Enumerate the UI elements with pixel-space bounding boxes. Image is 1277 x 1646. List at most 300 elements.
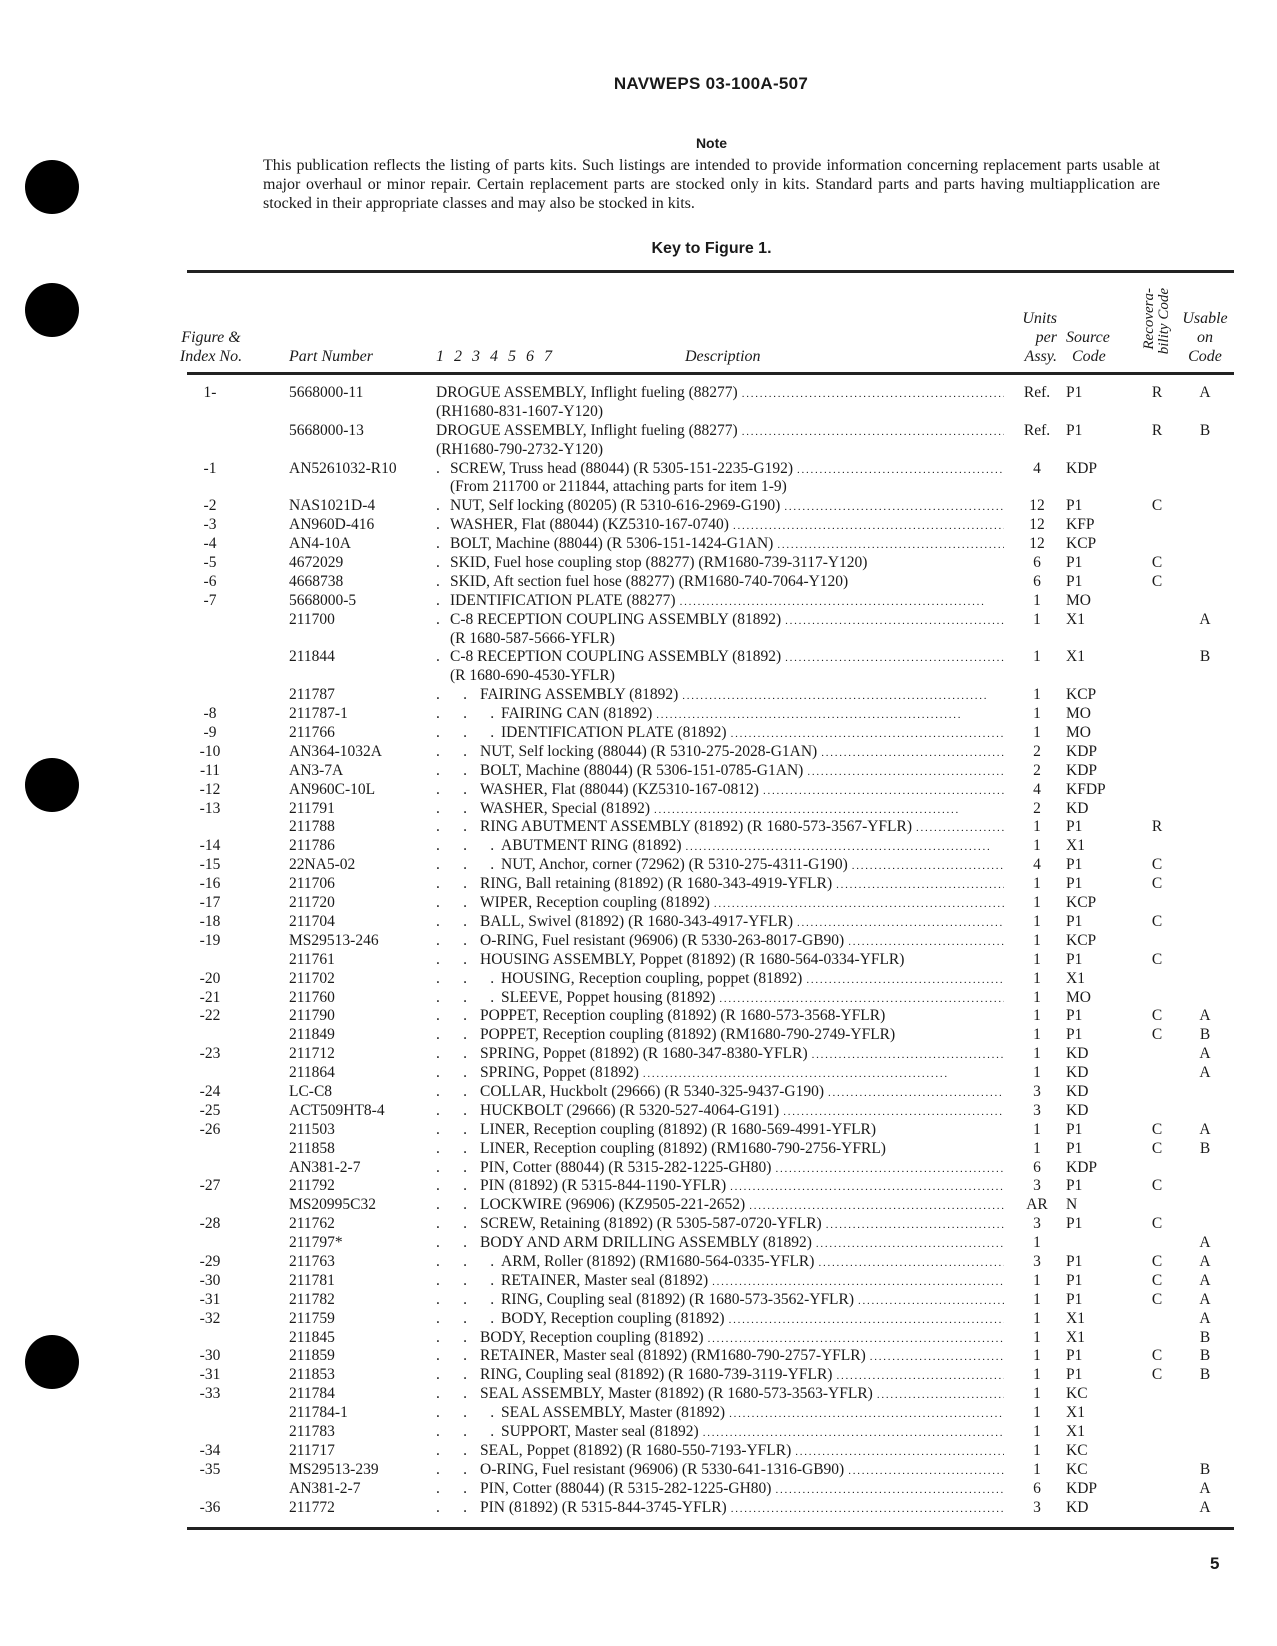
- dot-leader: [686, 837, 1004, 857]
- recoverability-code: C: [1151, 1120, 1163, 1138]
- description: HUCKBOLT (29666) (R 5320-527-4064-G191): [480, 1101, 780, 1119]
- part-number: MS20995C32: [289, 1196, 376, 1214]
- part-number: 211762: [289, 1215, 335, 1233]
- dot-leader: [858, 1291, 1004, 1311]
- recoverability-code: C: [1151, 950, 1163, 968]
- usable-on-code: B: [1199, 1139, 1211, 1157]
- description: PIN, Cotter (88044) (R 5315-282-1225-GH80): [480, 1479, 772, 1497]
- usable-on-code: A: [1199, 384, 1211, 401]
- source-code: P1: [1066, 421, 1083, 439]
- figure-index: -2: [203, 497, 217, 515]
- description-cell: [436, 951, 1008, 970]
- dot-leader: [870, 1347, 1004, 1367]
- source-code: X1: [1066, 969, 1085, 987]
- indent-dots: . .: [436, 1215, 467, 1233]
- table-row: [0, 648, 1277, 667]
- description-cell: [436, 781, 1008, 801]
- units-per-assembly: 1: [1033, 969, 1041, 987]
- source-code: KDP: [1066, 761, 1098, 779]
- figure-index: -15: [199, 856, 221, 874]
- description-cell: [436, 497, 1008, 517]
- description-cell: [436, 592, 1008, 612]
- description: DROGUE ASSEMBLY, Inflight fueling (88277): [436, 384, 738, 401]
- source-code: KCP: [1066, 894, 1097, 912]
- usable-on-code: A: [1199, 1064, 1211, 1082]
- figure-index: -12: [199, 780, 221, 798]
- dot-leader: [775, 1480, 1004, 1500]
- table-row-continuation: [0, 630, 1277, 649]
- part-number: 211766: [289, 724, 335, 742]
- col-description: Description: [685, 348, 761, 365]
- dot-leader: [783, 1102, 1004, 1122]
- source-code: KDP: [1066, 1158, 1098, 1176]
- recoverability-code: C: [1151, 1177, 1163, 1195]
- description: PIN, Cotter (88044) (R 5315-282-1225-GH80): [480, 1158, 772, 1176]
- indent-dots: . .: [436, 1120, 467, 1138]
- description: WASHER, Flat (88044) (KZ5310-167-0740): [450, 516, 729, 534]
- source-code: P1: [1066, 1347, 1083, 1365]
- table-row: [0, 781, 1277, 800]
- recoverability-code: C: [1151, 1026, 1163, 1044]
- units-per-assembly: 1: [1033, 724, 1041, 742]
- description: PIN (81892) (R 5315-844-3745-YFLR): [480, 1498, 727, 1516]
- table-row: [0, 1366, 1277, 1385]
- part-number: NAS1021D-4: [289, 497, 376, 515]
- description-cell: [436, 1461, 1008, 1481]
- description-cell: [436, 422, 1008, 442]
- source-code: KC: [1066, 1460, 1088, 1478]
- description-cell: [436, 856, 1008, 876]
- description-cell: [436, 1310, 1008, 1330]
- units-per-assembly: 2: [1033, 761, 1041, 779]
- recoverability-code: R: [1151, 384, 1163, 401]
- figure-index: -32: [199, 1309, 221, 1327]
- part-number: AN381-2-7: [289, 1479, 361, 1497]
- dot-leader: [742, 384, 1004, 404]
- units-per-assembly: Ref.: [1023, 384, 1051, 401]
- part-number: 211864: [289, 1064, 335, 1082]
- part-number: 211849: [289, 1026, 335, 1044]
- recoverability-code: C: [1151, 912, 1163, 930]
- source-code: P1: [1066, 875, 1083, 893]
- binder-hole: [25, 283, 79, 337]
- indent-dots: . .: [436, 1158, 467, 1176]
- description: IDENTIFICATION PLATE (88277): [450, 591, 676, 609]
- units-per-assembly: 1: [1033, 1422, 1041, 1440]
- dot-leader: [703, 1423, 1004, 1443]
- description: RING ABUTMENT ASSEMBLY (81892) (R 1680-573-3567-YFLR): [480, 818, 913, 836]
- part-number: 211784-1: [289, 1404, 348, 1422]
- usable-on-code: A: [1199, 1479, 1211, 1497]
- table-row-continuation: [0, 441, 1277, 460]
- description-cell: [436, 1121, 1008, 1140]
- indent-dots: . . .: [436, 1271, 495, 1289]
- dot-leader: [821, 743, 1004, 763]
- source-code: KD: [1066, 1045, 1089, 1063]
- units-per-assembly: 4: [1033, 459, 1041, 477]
- dot-leader: [916, 818, 1004, 838]
- part-number: 211786: [289, 837, 335, 855]
- source-code: KC: [1066, 1385, 1088, 1403]
- description-cell: [436, 1064, 1008, 1084]
- dot-leader: [777, 535, 1004, 555]
- source-code: P1: [1066, 497, 1083, 515]
- description-cell: [436, 762, 1008, 782]
- col-units-1: Units: [1022, 310, 1057, 327]
- indent-dots: . .: [436, 1007, 467, 1025]
- description: RING, Coupling seal (81892) (R 1680-573-3562-YFLR): [501, 1290, 855, 1308]
- units-per-assembly: 1: [1033, 1007, 1041, 1025]
- description-cell: [436, 573, 1008, 592]
- table-row: [0, 573, 1277, 592]
- figure-index: 1-: [203, 384, 217, 401]
- source-code: KDP: [1066, 742, 1098, 760]
- figure-index: -23: [199, 1045, 221, 1063]
- table-row: [0, 1291, 1277, 1310]
- source-code: P1: [1066, 572, 1083, 590]
- description: RING, Ball retaining (81892) (R 1680-343-4919-YFLR): [480, 875, 833, 893]
- recoverability-code: C: [1151, 1139, 1163, 1157]
- units-per-assembly: 2: [1033, 799, 1041, 817]
- recoverability-code: C: [1151, 1347, 1163, 1365]
- source-code: KD: [1066, 1082, 1089, 1100]
- source-code: MO: [1066, 988, 1091, 1006]
- recoverability-code: C: [1151, 554, 1163, 572]
- description-cell: [436, 611, 1008, 631]
- figure-index: -26: [199, 1120, 221, 1138]
- description: RETAINER, Master seal (81892): [501, 1271, 709, 1289]
- indent-dots: . . .: [436, 988, 495, 1006]
- indent-dots: . . .: [436, 1252, 495, 1270]
- description-cell: [436, 932, 1008, 952]
- table-row: [0, 762, 1277, 781]
- indent-dots: . . .: [436, 1404, 495, 1422]
- indent-dots: . . .: [436, 969, 495, 987]
- source-code: P1: [1066, 1139, 1083, 1157]
- indent-dots: .: [436, 459, 440, 477]
- units-per-assembly: 1: [1033, 931, 1041, 949]
- table-row: [0, 1480, 1277, 1499]
- description-cell: [436, 1234, 1008, 1254]
- description-cell: [436, 1215, 1008, 1235]
- description: SPRING, Poppet (81892): [480, 1064, 639, 1082]
- units-per-assembly: 1: [1033, 1271, 1041, 1289]
- recoverability-code: C: [1151, 1366, 1163, 1384]
- table-row: [0, 1385, 1277, 1404]
- dot-leader: [852, 856, 1004, 876]
- figure-index: -30: [199, 1347, 221, 1365]
- description-continuation: (R 1680-690-4530-YFLR): [450, 667, 615, 685]
- part-number: AN960C-10L: [289, 780, 376, 798]
- units-per-assembly: 1: [1033, 1290, 1041, 1308]
- units-per-assembly: 1: [1033, 950, 1041, 968]
- part-number: MS29513-239: [289, 1460, 379, 1478]
- indent-dots: . .: [436, 1139, 467, 1157]
- recoverability-code: C: [1151, 1290, 1163, 1308]
- part-number: MS29513-246: [289, 931, 379, 949]
- table-row: [0, 1026, 1277, 1045]
- part-number: 211760: [289, 988, 335, 1006]
- dot-leader: [763, 781, 1004, 801]
- description: SCREW, Retaining (81892) (R 5305-587-0720-YFLR): [480, 1215, 822, 1233]
- description: NUT, Self locking (80205) (R 5310-616-2969-G190): [450, 497, 781, 515]
- description-cell: [436, 875, 1008, 895]
- dot-leader: [708, 1329, 1004, 1349]
- description-cell: [436, 1442, 1008, 1462]
- col-source-2: Code: [1072, 348, 1106, 365]
- part-number: 211787-1: [289, 705, 348, 723]
- part-number: 4668738: [289, 572, 344, 590]
- part-number: 211503: [289, 1120, 335, 1138]
- page-number: 5: [1210, 1554, 1220, 1573]
- usable-on-code: B: [1199, 648, 1211, 666]
- description-cell: [436, 743, 1008, 763]
- usable-on-code: A: [1199, 1309, 1211, 1327]
- units-per-assembly: AR: [1026, 1196, 1048, 1214]
- description: SUPPORT, Master seal (81892): [501, 1422, 699, 1440]
- units-per-assembly: 1: [1033, 610, 1041, 628]
- table-title: Key to Figure 1.: [651, 240, 772, 257]
- description-cell: [436, 1404, 1008, 1424]
- description: SPRING, Poppet (81892) (R 1680-347-8380-YFLR): [480, 1045, 808, 1063]
- description-cell: [436, 1196, 1008, 1216]
- part-number: 211706: [289, 875, 335, 893]
- figure-index: -35: [199, 1460, 221, 1478]
- description: NUT, Self locking (88044) (R 5310-275-2028-G1AN): [480, 742, 818, 760]
- dot-leader: [795, 1442, 1004, 1462]
- units-per-assembly: 1: [1033, 1441, 1041, 1459]
- dot-leader: [812, 1045, 1004, 1065]
- dot-leader: [733, 516, 1004, 536]
- units-per-assembly: 3: [1033, 1101, 1041, 1119]
- figure-index: -8: [203, 705, 217, 723]
- units-per-assembly: 1: [1033, 1120, 1041, 1138]
- units-per-assembly: 2: [1033, 742, 1041, 760]
- description-cell: [436, 516, 1008, 536]
- source-code: P1: [1066, 912, 1083, 930]
- description: FAIRING CAN (81892): [501, 705, 653, 723]
- source-code: KC: [1066, 1441, 1088, 1459]
- figure-index: -5: [203, 554, 217, 572]
- description: LINER, Reception coupling (81892) (R 1680-569-4991-YFLR): [480, 1120, 877, 1138]
- figure-index: -6: [203, 572, 217, 590]
- source-code: KD: [1066, 799, 1089, 817]
- description: SLEEVE, Poppet housing (81892): [501, 988, 716, 1006]
- source-code: MO: [1066, 705, 1091, 723]
- dot-leader: [826, 1215, 1004, 1235]
- description-cell: [436, 1480, 1008, 1500]
- description-continuation: (R 1680-587-5666-YFLR): [450, 629, 615, 647]
- table-row: [0, 1007, 1277, 1026]
- units-per-assembly: 1: [1033, 705, 1041, 723]
- note-title: Note: [695, 135, 728, 151]
- usable-on-code: B: [1199, 1366, 1211, 1384]
- dot-leader: [806, 970, 1004, 990]
- indent-dots: . . .: [436, 724, 495, 742]
- units-per-assembly: 6: [1033, 1158, 1041, 1176]
- dot-leader: [828, 1083, 1004, 1103]
- table-row: [0, 913, 1277, 932]
- units-per-assembly: 12: [1029, 535, 1045, 553]
- dot-leader: [680, 592, 1004, 612]
- figure-index: -21: [199, 988, 221, 1006]
- table-row: [0, 800, 1277, 819]
- dot-leader: [848, 1461, 1004, 1481]
- table-row: [0, 951, 1277, 970]
- dot-leader: [730, 1177, 1004, 1197]
- source-code: P1: [1066, 856, 1083, 874]
- table-row: [0, 1347, 1277, 1366]
- units-per-assembly: 1: [1033, 988, 1041, 1006]
- units-per-assembly: 1: [1033, 894, 1041, 912]
- dot-leader: [729, 1310, 1004, 1330]
- description-cell: [436, 1007, 1008, 1026]
- dot-leader: [784, 497, 1004, 517]
- units-per-assembly: 3: [1033, 1252, 1041, 1270]
- description: WASHER, Flat (88044) (KZ5310-167-0812): [480, 780, 759, 798]
- description-cell: [436, 686, 1008, 706]
- description: BODY, Reception coupling (81892): [501, 1309, 725, 1327]
- units-per-assembly: 1: [1033, 591, 1041, 609]
- dot-leader: [742, 422, 1004, 442]
- source-code: X1: [1066, 1422, 1085, 1440]
- description: O-RING, Fuel resistant (96906) (R 5330-641-1316-GB90): [480, 1460, 845, 1478]
- recoverability-code: C: [1151, 1271, 1163, 1289]
- indent-dots: . .: [436, 1196, 467, 1214]
- figure-index: -20: [199, 969, 221, 987]
- description: RING, Coupling seal (81892) (R 1680-739-3119-YFLR): [480, 1366, 833, 1384]
- description-cell: [436, 1272, 1008, 1292]
- units-per-assembly: 1: [1033, 818, 1041, 836]
- source-code: P1: [1066, 818, 1083, 836]
- description-cell: [436, 1423, 1008, 1443]
- indent-dots: . .: [436, 1385, 467, 1403]
- part-number: AN364-1032A: [289, 742, 382, 760]
- source-code: X1: [1066, 610, 1085, 628]
- units-per-assembly: 1: [1033, 1139, 1041, 1157]
- dot-leader: [797, 913, 1004, 933]
- table-row: [0, 1177, 1277, 1196]
- table-row: [0, 554, 1277, 573]
- recoverability-code: C: [1151, 1215, 1163, 1233]
- units-per-assembly: 1: [1033, 875, 1041, 893]
- usable-on-code: A: [1199, 1252, 1211, 1270]
- usable-on-code: B: [1199, 1460, 1211, 1478]
- source-code: X1: [1066, 1309, 1085, 1327]
- figure-index: -29: [199, 1252, 221, 1270]
- units-per-assembly: 1: [1033, 912, 1041, 930]
- recoverability-code: C: [1151, 875, 1163, 893]
- figure-index: -27: [199, 1177, 221, 1195]
- figure-index: -22: [199, 1007, 221, 1025]
- description-cell: [436, 460, 1008, 480]
- part-number: AN5261032-R10: [289, 459, 397, 477]
- description-cell: [436, 1177, 1008, 1197]
- indent-dots: . .: [436, 799, 467, 817]
- indent-dots: .: [436, 516, 440, 534]
- col-part-number: Part Number: [289, 348, 373, 365]
- source-code: KCP: [1066, 535, 1097, 553]
- units-per-assembly: 1: [1033, 1366, 1041, 1384]
- units-per-assembly: Ref.: [1023, 421, 1051, 439]
- col-usable-1: Usable: [1182, 310, 1228, 327]
- col-units-2: per: [1035, 329, 1057, 346]
- part-number: 211784: [289, 1385, 335, 1403]
- units-per-assembly: 6: [1033, 1479, 1041, 1497]
- description: WIPER, Reception coupling (81892): [480, 894, 710, 912]
- usable-on-code: B: [1199, 1328, 1211, 1346]
- source-code: KCP: [1066, 931, 1097, 949]
- part-number: 211759: [289, 1309, 335, 1327]
- usable-on-code: A: [1199, 1007, 1211, 1025]
- part-number: 5668000-13: [289, 421, 364, 439]
- description: RETAINER, Master seal (81892) (RM1680-790-2757-YFLR): [480, 1347, 866, 1365]
- description-cell: [436, 1329, 1008, 1349]
- description: IDENTIFICATION PLATE (81892): [501, 724, 727, 742]
- source-code: X1: [1066, 648, 1085, 666]
- description-cell: [436, 970, 1008, 990]
- part-number: 211853: [289, 1366, 335, 1384]
- units-per-assembly: 1: [1033, 1026, 1041, 1044]
- description-cell: [436, 1026, 1008, 1045]
- figure-index: -31: [199, 1366, 221, 1384]
- part-number: LC-C8: [289, 1082, 333, 1100]
- table-row: [0, 743, 1277, 762]
- part-number: 211761: [289, 950, 335, 968]
- usable-on-code: A: [1199, 1271, 1211, 1289]
- indent-dots: . .: [436, 1045, 467, 1063]
- usable-on-code: A: [1199, 1120, 1211, 1138]
- part-number: 211781: [289, 1271, 335, 1289]
- part-number: 211859: [289, 1347, 335, 1365]
- dot-leader: [785, 648, 1004, 668]
- table-row: [0, 1045, 1277, 1064]
- source-code: KDP: [1066, 1479, 1098, 1497]
- table-row: [0, 1423, 1277, 1442]
- description-cell: [436, 1045, 1008, 1065]
- indent-dots: .: [436, 572, 440, 590]
- table-row-continuation: [0, 403, 1277, 422]
- units-per-assembly: 1: [1033, 648, 1041, 666]
- table-row: [0, 611, 1277, 630]
- table-row: [0, 989, 1277, 1008]
- dot-leader: [714, 894, 1004, 914]
- table-row: [0, 932, 1277, 951]
- indent-dots: .: [436, 591, 440, 609]
- source-code: P1: [1066, 1215, 1083, 1233]
- figure-index: -31: [199, 1290, 221, 1308]
- recoverability-code: R: [1151, 818, 1163, 836]
- dot-leader: [731, 1499, 1004, 1519]
- part-number: 211700: [289, 610, 335, 628]
- units-per-assembly: 6: [1033, 554, 1041, 572]
- description: HOUSING ASSEMBLY, Poppet (81892) (R 1680-564-0334-YFLR): [480, 950, 905, 968]
- table-row: [0, 1499, 1277, 1518]
- description: BALL, Swivel (81892) (R 1680-343-4917-YFLR): [480, 912, 793, 930]
- part-number: 22NA5-02: [289, 856, 356, 874]
- indent-dots: . . .: [436, 856, 495, 874]
- indent-dots: . .: [436, 950, 467, 968]
- description-cell: [436, 894, 1008, 914]
- part-number: 211792: [289, 1177, 335, 1195]
- figure-index: -28: [199, 1215, 221, 1233]
- source-code: P1: [1066, 1177, 1083, 1195]
- indent-dots: . . .: [436, 705, 495, 723]
- part-number: 211717: [289, 1441, 335, 1459]
- part-number: AN3-7A: [289, 761, 344, 779]
- units-per-assembly: 1: [1033, 1328, 1041, 1346]
- parts-table-body: [0, 384, 1277, 1517]
